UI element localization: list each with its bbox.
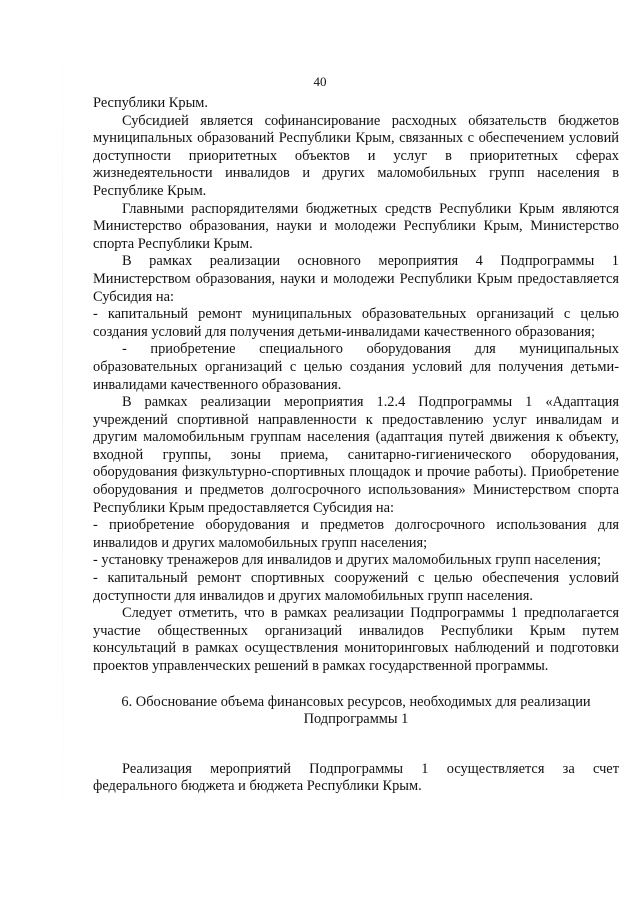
- list-item-sport-equipment: - приобретение оборудования и предметов долгосрочного использования для инвалидов и других маломобильных групп населения;: [93, 517, 619, 551]
- paragraph-continuation: Республики Крым.: [93, 95, 208, 111]
- document-body: [93, 95, 619, 796]
- paragraph-budget-managers: Главными распорядителями бюджетных средств Республики Крым являются Министерство образования, науки и молодежи Республики Крым, Министерство спорта Республики Крым.: [93, 200, 619, 252]
- paragraph-funding-source: Реализация мероприятий Подпрограммы 1 осуществляется за счет федерального бюджета и бюджета Республики Крым.: [93, 760, 619, 795]
- scan-edge-shadow: [62, 0, 63, 905]
- section-heading-line-2: Подпрограммы 1: [303, 711, 409, 728]
- page-number: 40: [313, 74, 327, 89]
- section-heading-line-1: 6. Обоснование объема финансовых ресурсов, необходимых для реализации: [121, 693, 591, 710]
- list-item-education-equipment: - приобретение специального оборудования для муниципальных образовательных организаций с целью создания условий для получения детьми-инвалидами качественного образования.: [93, 341, 619, 393]
- section-heading: [93, 694, 619, 729]
- paragraph-public-organizations: Следует отметить, что в рамках реализации Подпрограммы 1 предполагается участие общественных организаций инвалидов Республики Крым путем консультаций в рамках осуществления мониторинговых наблюдений и подготовки проектов управленческих решений в рамках государственной программы.: [93, 605, 619, 674]
- paragraph-activity-1-2-4: В рамках реализации мероприятия 1.2.4 Подпрограммы 1 «Адаптация учреждений спортивной направленности к предоставлению услуг инвалидам и другим маломобильным группам населения (адаптация путей движения к объекту, входной группы, зоны приема, санитарно-гигиенического оборудования, оборудования физкультурно-спортивных площадок и прочие работы). Приобретение оборудования и предметов долгосрочного использования» Министерством спорта Республики Крым предоставляется Субсидия на:: [93, 394, 619, 516]
- paragraph-subsidy-definition: Субсидией является софинансирование расходных обязательств бюджетов муниципальных образований Республики Крым, связанных с обеспечением условий доступности приоритетных объектов и услуг в приоритетных сферах жизнедеятельности инвалидов и других маломобильных групп населения в Республике Крым.: [93, 112, 619, 199]
- list-item-sport-repair: - капитальный ремонт спортивных сооружений с целью обеспечения условий доступности для инвалидов и других маломобильных групп населения.: [93, 570, 619, 604]
- paragraph-main-activity-4: В рамках реализации основного мероприятия 4 Подпрограммы 1 Министерством образования, науки и молодежи Республики Крым предоставляется Субсидия на:: [93, 253, 619, 305]
- list-item-sport-trainers: - установку тренажеров для инвалидов и других маломобильных групп населения;: [93, 552, 601, 569]
- list-item-education-repair: - капитальный ремонт муниципальных образовательных организаций с целью создания условий для получения детьми-инвалидами качественного образования;: [93, 306, 619, 340]
